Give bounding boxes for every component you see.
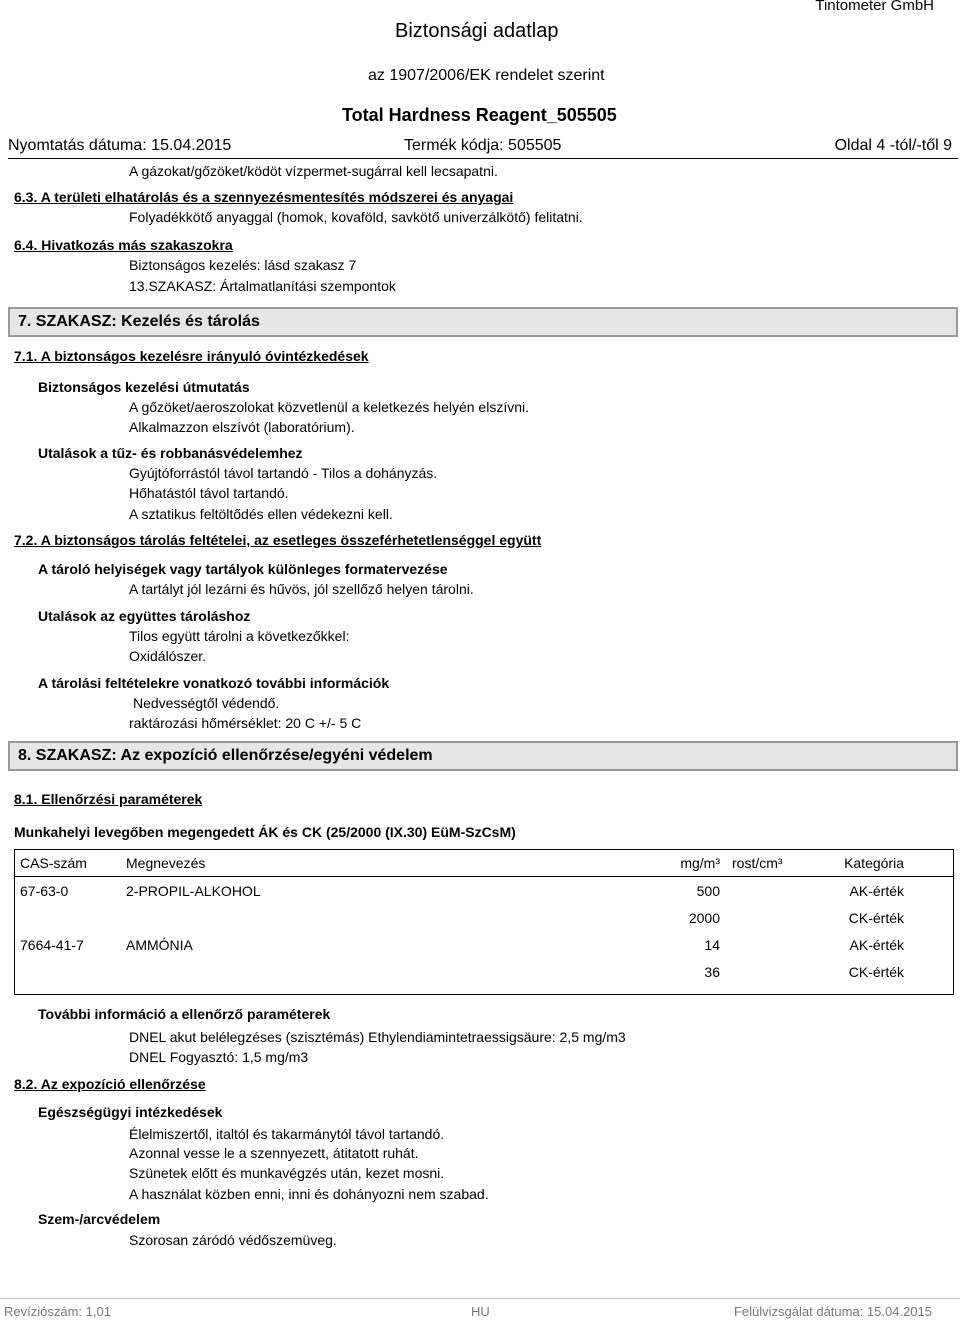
s7-info-text-a: Nedvességtől védendő. bbox=[133, 695, 280, 711]
product-code: Termék kódja: 505505 bbox=[404, 137, 562, 154]
subheading-storage-design: A tároló helyiségek vagy tartályok különleges formatervezése bbox=[38, 561, 448, 577]
s7-fire-text-b: Hőhatástól távol tartandó. bbox=[129, 485, 289, 501]
eye-text-1: Szorosan záródó védőszemüveg. bbox=[129, 1232, 337, 1248]
subheading-health: Egészségügyi intézkedések bbox=[38, 1104, 223, 1120]
cell-category: CK-érték bbox=[848, 909, 904, 926]
health-text-1: Élelmiszertől, italtól és takarmánytól távol tartandó. bbox=[129, 1126, 445, 1142]
print-date: Nyomtatás dátuma: 15.04.2015 bbox=[8, 137, 232, 154]
heading-7-1: 7.1. A biztonságos kezelésre irányuló óvintézkedések bbox=[14, 348, 369, 364]
table-row bbox=[14, 958, 954, 985]
limits-table-header-row bbox=[14, 849, 954, 877]
s7-joint-text-b: Oxidálószer. bbox=[129, 648, 207, 664]
section-8-header bbox=[8, 741, 958, 771]
cell-rost bbox=[726, 904, 828, 931]
cell-category: AK-érték bbox=[849, 882, 904, 899]
s6-text-top: A gázokat/gőzöket/ködöt vízpermet-sugárral kell lecsapatni. bbox=[129, 163, 498, 179]
col-category: Kategória bbox=[828, 849, 954, 877]
col-rost: rost/cm³ bbox=[726, 849, 828, 877]
dnel-text-1: DNEL akut belélegzéses (szisztémás) Ethylendiamintetraessigsäure: 2,5 mg/m3 bbox=[129, 1029, 626, 1045]
health-text-4: A használat közben enni, inni és dohányozni nem szabad. bbox=[129, 1186, 489, 1202]
section-7-header bbox=[8, 307, 958, 337]
cell-mg: 500 bbox=[696, 882, 720, 899]
cell-cas bbox=[14, 958, 120, 985]
limits-table bbox=[14, 849, 954, 985]
cell-name bbox=[120, 958, 602, 985]
regulation-text: az 1907/2006/EK rendelet szerint bbox=[368, 67, 605, 84]
subheading-joint-storage: Utalások az együttes tároláshoz bbox=[38, 608, 251, 624]
table-row bbox=[14, 877, 954, 905]
cell-rost bbox=[726, 877, 828, 905]
col-name: Megnevezés bbox=[120, 849, 602, 877]
cell-cas: 67-63-0 bbox=[20, 882, 69, 899]
company-name: Tintometer GmbH bbox=[815, 0, 934, 14]
cell-category: AK-érték bbox=[849, 936, 904, 953]
subheading-further-info: További információ a ellenőrző paraméterek bbox=[38, 1006, 331, 1022]
s7-1-text-a: A gőzöket/aeroszolokat közvetlenül a keletkezés helyén elszívni. bbox=[129, 399, 530, 415]
dnel-text-2: DNEL Fogyasztó: 1,5 mg/m3 bbox=[129, 1049, 309, 1065]
s7-2-text-a: A tartályt jól lezárni és hűvös, jól szellőző helyen tárolni. bbox=[129, 581, 474, 597]
cell-rost bbox=[726, 931, 828, 958]
heading-8-2: 8.2. Az expozíció ellenőrzése bbox=[14, 1076, 206, 1092]
s6-4-text-a: Biztonságos kezelés: lásd szakasz 7 bbox=[129, 257, 357, 273]
cell-rost bbox=[726, 958, 828, 985]
page-number: Oldal 4 -tól/-től 9 bbox=[834, 137, 952, 154]
cell-mg: 14 bbox=[704, 936, 720, 953]
health-text-2: Azonnal vesse le a szennyezett, átitatott ruhát. bbox=[129, 1145, 419, 1161]
footer-review-date: Felülvizsgálat dátuma: 15.04.2015 bbox=[733, 1304, 932, 1319]
cell-name bbox=[120, 904, 602, 931]
cell-cas bbox=[14, 904, 120, 931]
cell-name: AMMÓNIA bbox=[126, 936, 193, 953]
subheading-storage-info: A tárolási feltételekre vonatkozó további információk bbox=[38, 675, 390, 691]
section-7-title: 7. SZAKASZ: Kezelés és tárolás bbox=[18, 313, 260, 330]
s7-1-text-b: Alkalmazzon elszívót (laboratórium). bbox=[129, 419, 355, 435]
cell-name: 2-PROPIL-ALKOHOL bbox=[126, 882, 261, 899]
cell-mg: 36 bbox=[704, 963, 720, 980]
s7-fire-text-c: A sztatikus feltöltődés ellen védekezni kell. bbox=[129, 506, 393, 522]
footer-revision: Revíziószám: 1,01 bbox=[4, 1304, 111, 1319]
s6-3-text: Folyadékkötő anyaggal (homok, kovaföld, savkötő univerzálkötő) felitatni. bbox=[129, 209, 583, 225]
footer-language: HU bbox=[471, 1304, 490, 1319]
heading-7-2: 7.2. A biztonságos tárolás feltételei, az esetleges összeférhetetlenséggel együtt bbox=[14, 532, 542, 548]
footer-divider bbox=[0, 1298, 960, 1299]
col-mg: mg/m³ bbox=[602, 849, 726, 877]
heading-6-4: 6.4. Hivatkozás más szakaszokra bbox=[14, 237, 233, 253]
subheading-eye: Szem-/arcvédelem bbox=[38, 1211, 161, 1227]
header-top bbox=[0, 0, 960, 42]
cell-mg: 2000 bbox=[688, 909, 720, 926]
s7-joint-text-a: Tilos együtt tárolni a következőkkel: bbox=[129, 628, 350, 644]
heading-6-3: 6.3. A területi elhatárolás és a szennyezésmentesítés módszerei és anyagai bbox=[14, 189, 514, 205]
col-cas: CAS-szám bbox=[14, 849, 120, 877]
health-text-3: Szünetek előtt és munkavégzés után, kezet mosni. bbox=[129, 1165, 445, 1181]
subheading-handling: Biztonságos kezelési útmutatás bbox=[38, 379, 250, 395]
header-divider bbox=[8, 158, 958, 159]
subheading-fire: Utalások a tűz- és robbanásvédelemhez bbox=[38, 445, 303, 461]
s7-info-text-b: raktározási hőmérséklet: 20 C +/- 5 C bbox=[129, 715, 362, 731]
s7-fire-text-a: Gyújtóforrástól távol tartandó - Tilos a dohányzás. bbox=[129, 465, 438, 481]
s6-4-text-b: 13.SZAKASZ: Ártalmatlanítási szempontok bbox=[129, 278, 396, 294]
heading-8-1: 8.1. Ellenőrzési paraméterek bbox=[14, 791, 203, 807]
product-name: Total Hardness Reagent_505505 bbox=[342, 105, 617, 125]
cell-category: CK-érték bbox=[848, 963, 904, 980]
section-8-title: 8. SZAKASZ: Az expozíció ellenőrzése/egyéni védelem bbox=[18, 747, 433, 764]
table-row bbox=[14, 931, 954, 958]
cell-cas: 7664-41-7 bbox=[20, 936, 84, 953]
document-title: Biztonsági adatlap bbox=[395, 20, 559, 42]
table-row bbox=[14, 904, 954, 931]
limits-table-title: Munkahelyi levegőben megengedett ÁK és CK (25/2000 (IX.30) EüM-SzCsM) bbox=[14, 824, 516, 840]
